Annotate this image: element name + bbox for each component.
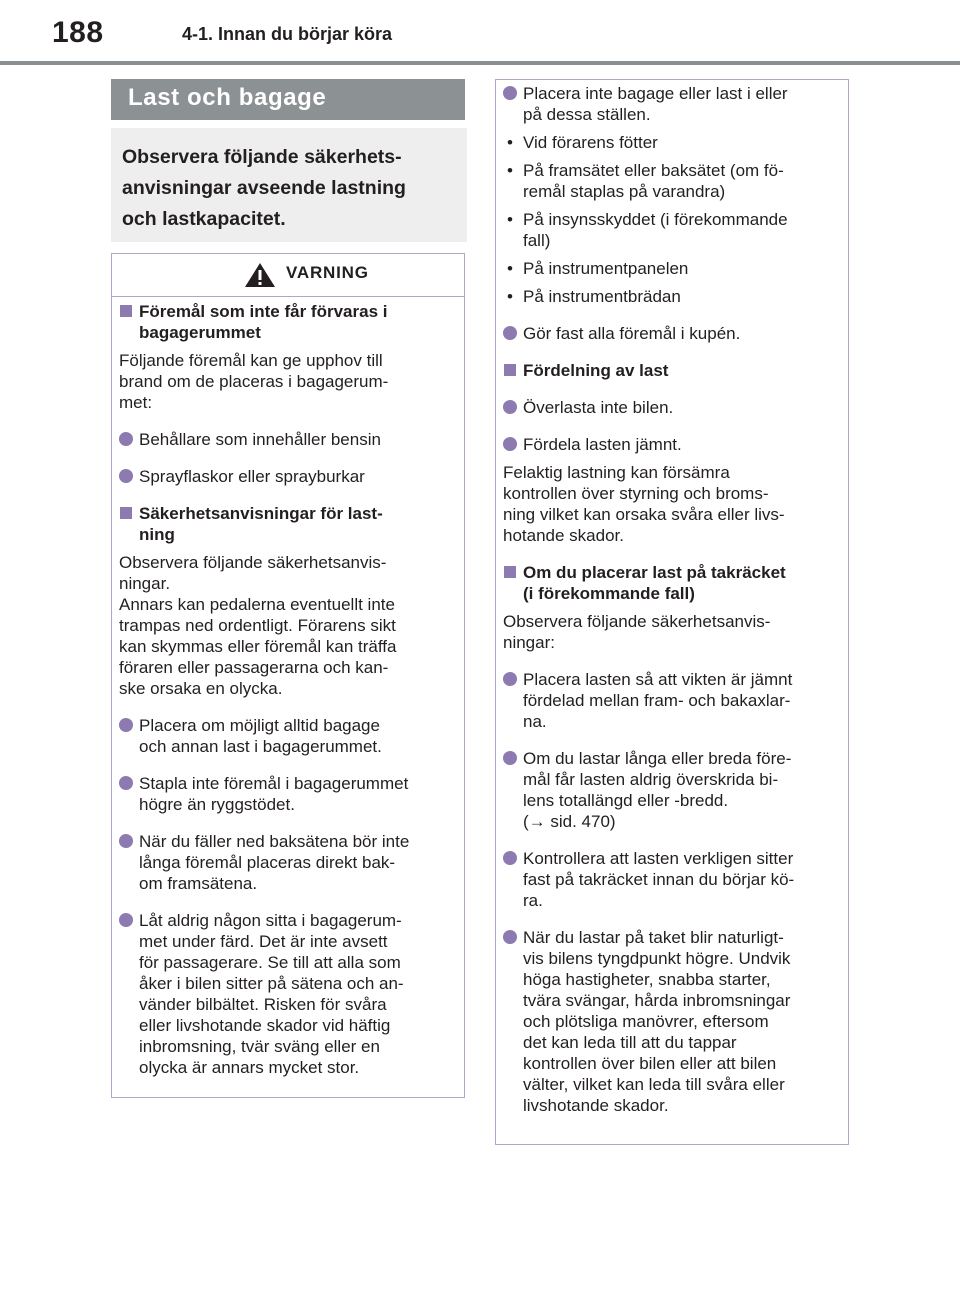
list-item: När du lastar på taket blir naturligt- vis bilens tyngdpunkt högre. Undvik höga hastigheter, snabba starter, tvära svängar, hårda inbromsningar och plötsliga manövrer, eftersom det kan leda till att du tappar kontrollen över bilen eller att bilen välter, vilket kan leda till svåra eller livshotande skador. (503, 927, 838, 1116)
subsection-heading: Föremål som inte får förvaras i bagagerummet (119, 301, 454, 343)
sub-list-item: • På instrumentpanelen (507, 259, 689, 278)
list-item: Stapla inte föremål i bagagerummet högre än ryggstödet. (119, 773, 454, 815)
list-item: Sprayflaskor eller sprayburkar (119, 466, 454, 487)
round-bullet-icon (503, 851, 517, 865)
round-bullet-icon (119, 776, 133, 790)
bullet-icon: • (507, 259, 513, 278)
round-bullet-icon (503, 672, 517, 686)
list-item: Gör fast alla föremål i kupén. (503, 323, 838, 344)
list-item: Låt aldrig någon sitta i bagagerum- met under färd. Det är inte avsett för passagerare. Se till att alla som åker i bilen sitter på sätena och an- vänder bilbältet. Risken för svåra eller livshotande skador vid häftig inbromsning, tvär sväng eller en olycka är annars mycket stor. (119, 910, 454, 1078)
round-bullet-icon (503, 437, 517, 451)
sub-list-item: • På instrumentbrädan (507, 287, 681, 306)
warning-body-right (496, 80, 848, 1116)
sub-list-item: • På insynsskyddet (i förekommande fall) (507, 210, 788, 250)
warning-triangle-icon (243, 261, 277, 289)
page-header (0, 0, 960, 64)
paragraph: Observera följande säkerhetsanvis- ningar: (503, 612, 771, 652)
list-item: Placera lasten så att vikten är jämnt fördelad mellan fram- och bakaxlar- na. (503, 669, 838, 732)
warning-box-left (111, 253, 465, 1098)
subsection-heading: Fördelning av last (503, 360, 838, 381)
square-marker-icon (120, 507, 132, 519)
intro-box (111, 128, 467, 242)
warning-label: VARNING (286, 263, 369, 282)
paragraph: Felaktig lastning kan försämra kontrollen över styrning och broms- ning vilket kan orsaka svåra eller livs- hotande skador. (503, 463, 785, 545)
paragraph: Följande föremål kan ge upphov till brand om de placeras i bagagerum- met: (119, 351, 389, 412)
bullet-icon: • (507, 161, 513, 180)
page-number: 188 (52, 16, 104, 49)
square-marker-icon (504, 364, 516, 376)
list-item: När du fäller ned baksätena bör inte långa föremål placeras direkt bak- om framsätena. (119, 831, 454, 894)
warning-header (112, 254, 464, 297)
topic-title: Last och bagage (128, 84, 327, 111)
round-bullet-icon (503, 86, 517, 100)
round-bullet-icon (503, 751, 517, 765)
bullet-icon: • (507, 210, 513, 229)
section-title: 4-1. Innan du börjar köra (182, 24, 393, 44)
warning-box-right (495, 79, 849, 1145)
bullet-icon: • (507, 287, 513, 306)
list-item: Behållare som innehåller bensin (119, 429, 454, 450)
square-marker-icon (504, 566, 516, 578)
round-bullet-icon (119, 469, 133, 483)
round-bullet-icon (119, 718, 133, 732)
bullet-icon: • (507, 133, 513, 152)
list-item: Fördela lasten jämnt. (503, 434, 838, 455)
round-bullet-icon (119, 913, 133, 927)
header-rule (0, 61, 960, 65)
list-item: Överlasta inte bilen. (503, 397, 838, 418)
subsection-heading: Säkerhetsanvisningar för last- ning (119, 503, 454, 545)
list-item: Placera om möjligt alltid bagage och annan last i bagagerummet. (119, 715, 454, 757)
round-bullet-icon (503, 326, 517, 340)
warning-body-left (112, 297, 464, 1078)
round-bullet-icon (503, 930, 517, 944)
paragraph: Observera följande säkerhetsanvis- ningar. Annars kan pedalerna eventuellt inte trampas ned ordentligt. Förarens sikt kan skymmas eller föremål kan träffa föraren eller passagerarna och kan- ske orsaka en olycka. (119, 553, 397, 698)
round-bullet-icon (119, 834, 133, 848)
list-item: Kontrollera att lasten verkligen sitter fast på takräcket innan du börjar kö- ra. (503, 848, 838, 911)
topic-title-bar (111, 79, 465, 120)
list-item: Om du lastar långa eller breda före- mål får lasten aldrig överskrida bi- lens totallängd eller -bredd. (→ sid. 470) (503, 748, 838, 832)
list-item: Placera inte bagage eller last i eller på dessa ställen. (503, 83, 838, 125)
round-bullet-icon (119, 432, 133, 446)
square-marker-icon (120, 305, 132, 317)
subsection-heading: Om du placerar last på takräcket (i förekommande fall) (503, 562, 838, 604)
sub-list-item: • Vid förarens fötter (507, 133, 658, 152)
intro-text: Observera följande säkerhets- anvisningar avseende lastning och lastkapacitet. (122, 146, 406, 230)
round-bullet-icon (503, 400, 517, 414)
sub-list-item: • På framsätet eller baksätet (om fö- remål staplas på varandra) (507, 161, 784, 201)
